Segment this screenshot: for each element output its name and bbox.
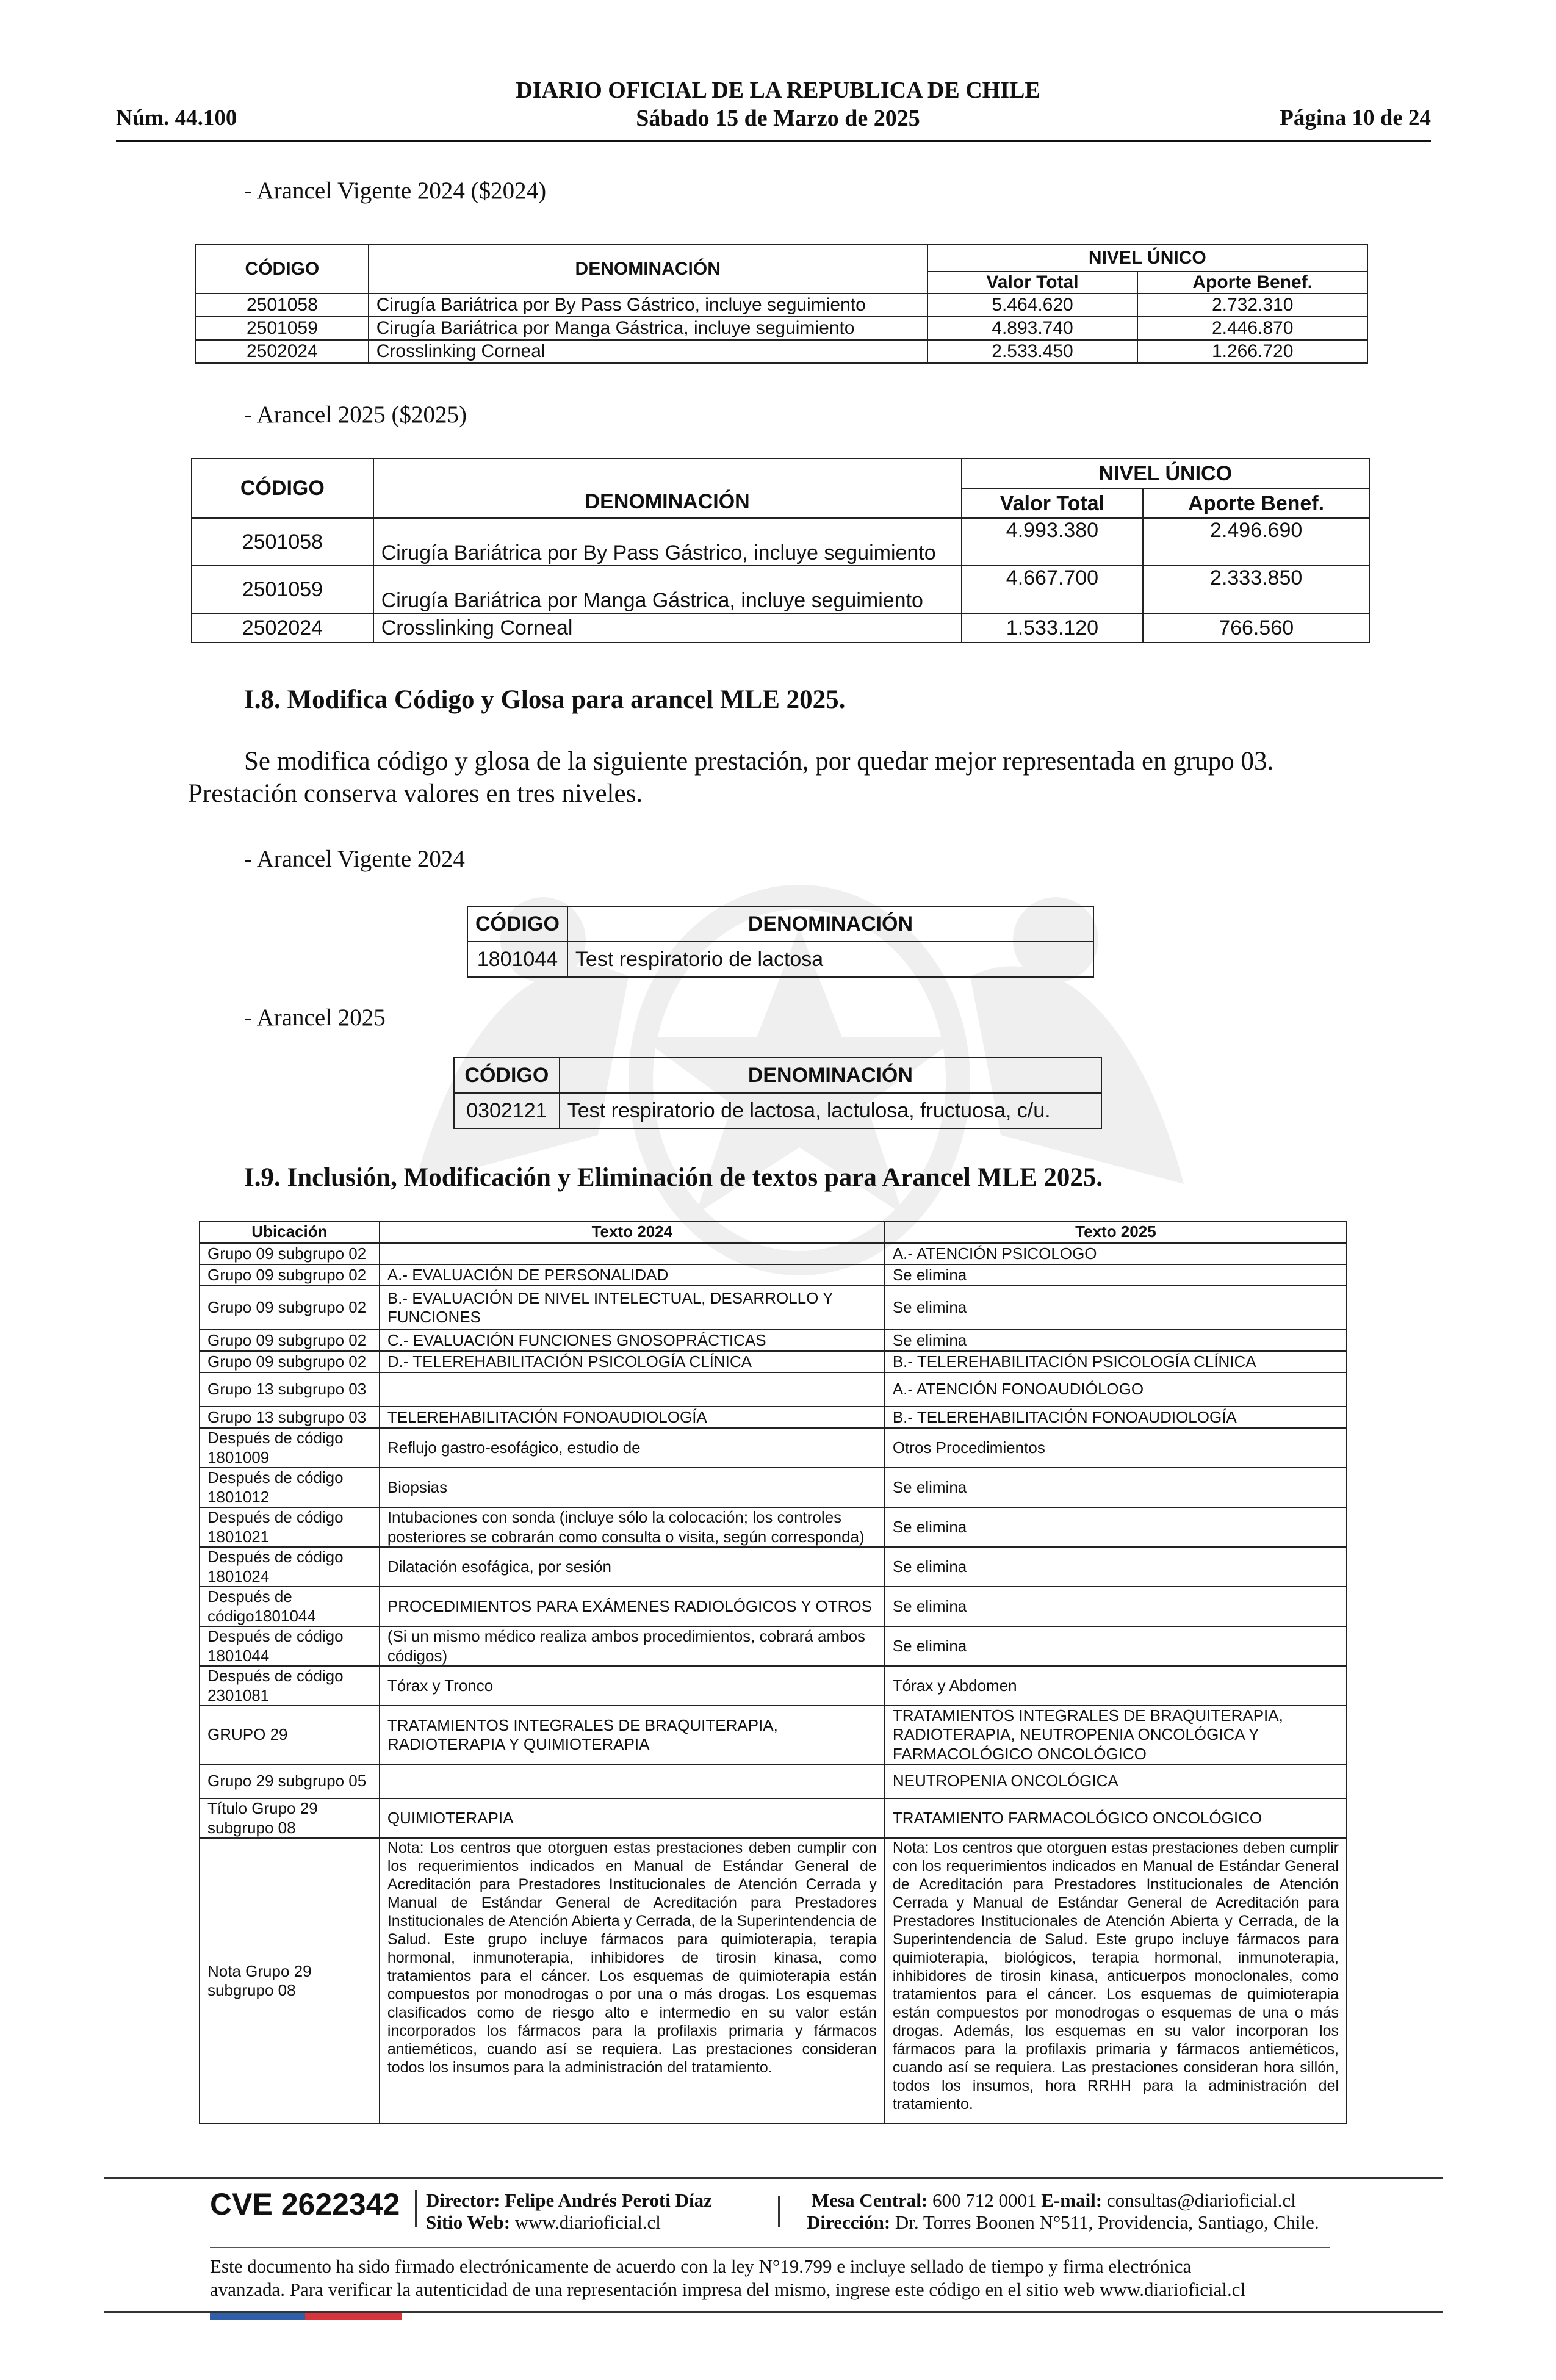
page-number: Página 10 de 24 [1280,106,1431,131]
arancel-vigente-2024-label: - Arancel Vigente 2024 [244,846,465,872]
location-cell: Grupo 09 subgrupo 02 [200,1286,380,1330]
col-header-text-2025: Texto 2025 [885,1221,1347,1243]
text-2025-cell: A.- ATENCIÓN FONOAUDIÓLOGO [885,1372,1347,1407]
table-row [200,1507,1347,1547]
table-row [200,1243,1347,1264]
texts-table [199,1221,1347,2124]
phone-value: 600 712 0001 [932,2190,1037,2211]
table-row [200,1468,1347,1507]
text-2024-cell: Nota: Los centros que otorguen estas prestaciones deben cumplir con los requerimientos indicados en Manual de Estándar General de Acreditación para Prestadores Institucionales de Atención Cerrada y Manual de Estándar General de Acreditación para Prestadores Institucionales de Atención Abierta y Cerrada, de la Superintendencia de Salud. Este grupo incluye fármacos para quimioterapia, terapia hormonal, inmunoterapia, inhibidores de tirosin kinasa, como tratamientos para el cáncer. Los esquemas de quimioterapia están compuestos por monodrogas o por una o más drogas. Los esquemas clasificados como de riesgo alto e intermedio en su valor están incorporados los fármacos para la profilaxis primaria y fármacos antieméticos, cuando así se requiera. Las prestaciones consideran todos los insumos para la administración del tratamiento. [380,1838,885,2124]
col-header-level: NIVEL ÚNICO [927,245,1367,272]
location-cell: Después de código 1801012 [200,1468,380,1507]
text-2024-cell [380,1243,885,1264]
address-label: Dirección: [807,2212,891,2233]
text-2024-cell: QUIMIOTERAPIA [380,1798,885,1838]
code-cell: 2502024 [196,340,369,363]
total-cell: 5.464.620 [927,294,1138,317]
website-label: Sitio Web: [426,2212,511,2233]
footer-divider-1 [415,2190,417,2227]
location-cell: Después de código 1801021 [200,1507,380,1547]
arancel-2025-label-i8: - Arancel 2025 [244,1004,386,1031]
name-cell: Crosslinking Corneal [369,340,927,363]
legal-notice-line1: Este documento ha sido firmado electrónicamente de acuerdo con la ley N°19.799 e incluye sellado de tiempo y firma electrónica [210,2256,1192,2277]
flag-stripe-blue [210,2313,305,2320]
location-cell: Grupo 09 subgrupo 02 [200,1243,380,1264]
col-header-code: CÓDIGO [196,245,369,294]
table-row [200,1372,1347,1407]
text-2025-cell: Se elimina [885,1286,1347,1330]
table-row [196,317,1367,340]
text-2025-cell: B.- TELEREHABILITACIÓN PSICOLOGÍA CLÍNICA [885,1351,1347,1372]
header-rule [116,140,1431,142]
col-header-contribution: Aporte Benef. [1137,272,1367,294]
flag-stripe-red [305,2313,402,2320]
text-2025-cell: TRATAMIENTOS INTEGRALES DE BRAQUITERAPIA, RADIOTERAPIA, NEUTROPENIA ONCOLÓGICA Y FARMACOLÓGICO ONCOLÓGICO [885,1706,1347,1764]
table-row [200,1330,1347,1351]
text-2024-cell: Intubaciones con sonda (incluye sólo la colocación; los controles posteriores se cobrarán como consulta o visita, según corresponda) [380,1507,885,1547]
text-2025-cell: Se elimina [885,1468,1347,1507]
text-2024-cell: Reflujo gastro-esofágico, estudio de [380,1428,885,1468]
name-cell: Crosslinking Corneal [373,613,962,643]
text-2025-cell: Nota: Los centros que otorguen estas prestaciones deben cumplir con los requerimientos indicados en Manual de Estándar General de Acreditación para Prestadores Institucionales de Atención Cerrada y Manual de Estándar General de Acreditación para Prestadores Institucionales de Atención Abierta y Cerrada, de la Superintendencia de Salud. Este grupo incluye fármacos para quimioterapia, biológicos, terapia hormonal, inmunoterapia, inhibidores de tirosin kinasa, anticuerpos monoclonales, como tratamientos para el cáncer. Los esquemas de quimioterapia están compuestos por monodrogas o esquemas de una o más drogas. Además, los esquemas en su valor incorporan los fármacos para la profilaxis primaria y fármacos antieméticos, cuando así se requiera. Las prestaciones consideran hora sillón, todos los insumos, hora RRHH para la administración del tratamiento. [885,1838,1347,2124]
table-row [192,566,1369,613]
table-row [196,340,1367,363]
location-cell: GRUPO 29 [200,1706,380,1764]
code-cell: 2501058 [196,294,369,317]
total-cell: 4.893.740 [927,317,1138,340]
email-label: E-mail: [1041,2190,1103,2211]
col-header-code: CÓDIGO [454,1058,560,1093]
code-cell: 0302121 [454,1093,560,1128]
col-header-text-2024: Texto 2024 [380,1221,885,1243]
text-2025-cell: Otros Procedimientos [885,1428,1347,1468]
table-row [200,1547,1347,1587]
footer-address [807,2212,1319,2234]
arancel-2025-table [191,458,1370,643]
location-cell: Grupo 09 subgrupo 02 [200,1264,380,1286]
publication-title: DIARIO OFICIAL DE LA REPUBLICA DE CHILE [516,78,1040,103]
location-cell: Título Grupo 29 subgrupo 08 [200,1798,380,1838]
section-i8-paragraph-line2: Prestación conserva valores en tres niveles. [188,779,643,808]
table-row [200,1587,1347,1626]
location-cell: Después de código1801044 [200,1587,380,1626]
contribution-cell: 2.446.870 [1137,317,1367,340]
table-row [192,613,1369,643]
text-2024-cell [380,1372,885,1407]
section-i8-paragraph-line1: Se modifica código y glosa de la siguiente prestación, por quedar mejor representada en grupo 03. [244,747,1274,776]
section-i8-heading: I.8. Modifica Código y Glosa para arancel MLE 2025. [244,685,846,714]
contribution-cell: 1.266.720 [1137,340,1367,363]
code-2025-table [453,1057,1102,1129]
total-cell: 4.667.700 [962,566,1144,613]
name-cell: Cirugía Bariátrica por By Pass Gástrico, incluye seguimiento [373,518,962,566]
text-2025-cell: A.- ATENCIÓN PSICOLOGO [885,1243,1347,1264]
col-header-name: DENOMINACIÓN [369,245,927,294]
text-2025-cell: Se elimina [885,1587,1347,1626]
text-2024-cell: C.- EVALUACIÓN FUNCIONES GNOSOPRÁCTICAS [380,1330,885,1351]
section-i9-heading: I.9. Inclusión, Modificación y Eliminación de textos para Arancel MLE 2025. [244,1163,1103,1192]
footer-contact [812,2190,1296,2212]
text-2025-cell: Se elimina [885,1547,1347,1587]
director-name: Felipe Andrés Peroti Díaz [505,2190,712,2211]
text-2025-cell: Se elimina [885,1330,1347,1351]
table-row [200,1428,1347,1468]
text-2024-cell: Tórax y Tronco [380,1666,885,1706]
table-row [200,1626,1347,1666]
code-cell: 2501059 [196,317,369,340]
col-header-code: CÓDIGO [467,906,567,942]
table-row [192,518,1369,566]
table-row [200,1838,1347,2124]
code-2024-table [467,906,1094,978]
footer-divider-2 [778,2196,780,2227]
location-cell: Grupo 09 subgrupo 02 [200,1330,380,1351]
legal-notice-line2: avanzada. Para verificar la autenticidad de una representación impresa del mismo, ingrese este código en el sitio web www.diarioficial.cl [210,2279,1246,2300]
text-2024-cell [380,1764,885,1798]
name-cell: Test respiratorio de lactosa, lactulosa, fructuosa, c/u. [560,1093,1101,1128]
publication-date: Sábado 15 de Marzo de 2025 [636,106,920,131]
location-cell: Grupo 29 subgrupo 05 [200,1764,380,1798]
text-2024-cell: TRATAMIENTOS INTEGRALES DE BRAQUITERAPIA, RADIOTERAPIA Y QUIMIOTERAPIA [380,1706,885,1764]
col-header-name: DENOMINACIÓN [373,458,962,518]
text-2024-cell: A.- EVALUACIÓN DE PERSONALIDAD [380,1264,885,1286]
phone-label: Mesa Central: [812,2190,928,2211]
col-header-location: Ubicación [200,1221,380,1243]
code-cell: 2502024 [192,613,373,643]
text-2025-cell: NEUTROPENIA ONCOLÓGICA [885,1764,1347,1798]
table-row [467,942,1093,977]
text-2025-cell: Se elimina [885,1264,1347,1286]
text-2024-cell: Dilatación esofágica, por sesión [380,1547,885,1587]
issue-number: Núm. 44.100 [116,106,237,131]
director-label: Director: [426,2190,500,2211]
table-row [200,1798,1347,1838]
code-cell: 2501059 [192,566,373,613]
col-header-code: CÓDIGO [192,458,373,518]
total-cell: 2.533.450 [927,340,1138,363]
text-2025-cell: Se elimina [885,1626,1347,1666]
total-cell: 1.533.120 [962,613,1144,643]
text-2024-cell: D.- TELEREHABILITACIÓN PSICOLOGÍA CLÍNICA [380,1351,885,1372]
footer-director [426,2190,712,2212]
col-header-name: DENOMINACIÓN [560,1058,1101,1093]
col-header-total: Valor Total [962,489,1144,518]
table-row [454,1093,1101,1128]
name-cell: Test respiratorio de lactosa [567,942,1093,977]
name-cell: Cirugía Bariátrica por Manga Gástrica, incluye seguimiento [369,317,927,340]
name-cell: Cirugía Bariátrica por By Pass Gástrico, incluye seguimiento [369,294,927,317]
text-2025-cell: Se elimina [885,1507,1347,1547]
name-cell: Cirugía Bariátrica por Manga Gástrica, incluye seguimiento [373,566,962,613]
text-2024-cell: PROCEDIMIENTOS PARA EXÁMENES RADIOLÓGICOS Y OTROS [380,1587,885,1626]
col-header-contribution: Aporte Benef. [1143,489,1369,518]
table-row [200,1407,1347,1428]
text-2024-cell: B.- EVALUACIÓN DE NIVEL INTELECTUAL, DESARROLLO Y FUNCIONES [380,1286,885,1330]
contribution-cell: 2.732.310 [1137,294,1367,317]
code-cell: 1801044 [467,942,567,977]
location-cell: Después de código 1801009 [200,1428,380,1468]
col-header-name: DENOMINACIÓN [567,906,1093,942]
table-row [200,1666,1347,1706]
text-2024-cell: TELEREHABILITACIÓN FONOAUDIOLOGÍA [380,1407,885,1428]
location-cell: Después de código 1801024 [200,1547,380,1587]
location-cell: Después de código 2301081 [200,1666,380,1706]
location-cell: Después de código 1801044 [200,1626,380,1666]
text-2024-cell: Biopsias [380,1468,885,1507]
arancel-2025-label: - Arancel 2025 ($2025) [244,402,467,428]
cve-code: CVE 2622342 [210,2187,400,2221]
text-2025-cell: TRATAMIENTO FARMACOLÓGICO ONCOLÓGICO [885,1798,1347,1838]
location-cell: Grupo 09 subgrupo 02 [200,1351,380,1372]
arancel-2024-label: - Arancel Vigente 2024 ($2024) [244,178,547,204]
text-2024-cell: (Si un mismo médico realiza ambos procedimientos, cobrará ambos códigos) [380,1626,885,1666]
table-row [196,294,1367,317]
text-2025-cell: Tórax y Abdomen [885,1666,1347,1706]
footer-rule-mid [210,2247,1330,2248]
location-cell: Grupo 13 subgrupo 03 [200,1372,380,1407]
contribution-cell: 766.560 [1143,613,1369,643]
location-cell: Grupo 13 subgrupo 03 [200,1407,380,1428]
col-header-total: Valor Total [927,272,1138,294]
footer-website [426,2212,661,2234]
table-row [200,1264,1347,1286]
col-header-level: NIVEL ÚNICO [962,458,1369,489]
location-cell: Nota Grupo 29 subgrupo 08 [200,1838,380,2124]
text-2025-cell: B.- TELEREHABILITACIÓN FONOAUDIOLOGÍA [885,1407,1347,1428]
email-link[interactable]: consultas@diarioficial.cl [1106,2190,1296,2211]
website-link[interactable]: www.diarioficial.cl [514,2212,661,2233]
arancel-2024-table [195,244,1368,364]
table-row [200,1351,1347,1372]
table-row [200,1706,1347,1764]
address-value: Dr. Torres Boonen N°511, Providencia, Santiago, Chile. [895,2212,1319,2233]
contribution-cell: 2.496.690 [1143,518,1369,566]
total-cell: 4.993.380 [962,518,1144,566]
code-cell: 2501058 [192,518,373,566]
table-row [200,1764,1347,1798]
contribution-cell: 2.333.850 [1143,566,1369,613]
table-row [200,1286,1347,1330]
footer-rule-top [104,2177,1443,2179]
